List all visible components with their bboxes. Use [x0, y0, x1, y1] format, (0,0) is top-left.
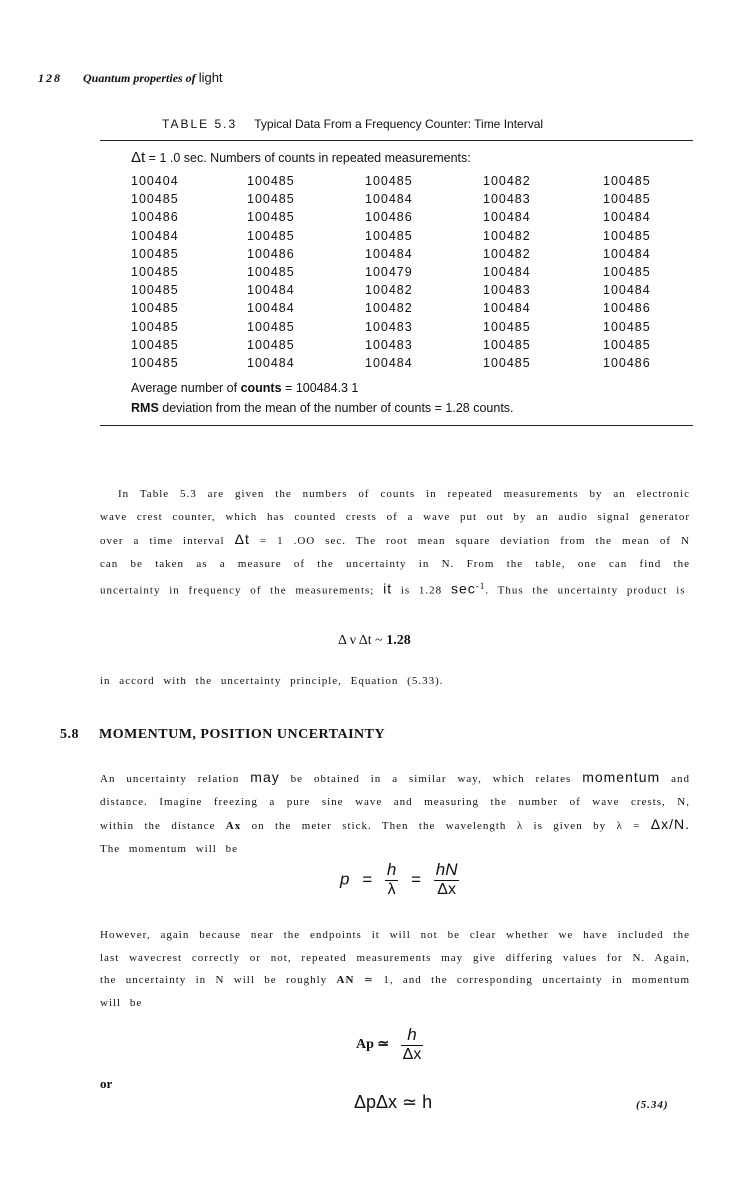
- para1-text-c: is 1.28: [400, 584, 443, 597]
- table-cell: 100479: [365, 265, 413, 280]
- section-number: 5.8: [60, 727, 79, 742]
- table-cell: 100485: [131, 319, 179, 334]
- eq2-numerator-1: h: [386, 860, 397, 879]
- table-row: [131, 208, 663, 226]
- table-cell: 100484: [483, 265, 531, 280]
- para1-text-a: In Table 5.3 are given the numbers of counts in repeated measurements by an electronic wave crest counter, which has counted crests of a wave put out by an audio signal generator over a time interval: [100, 488, 690, 547]
- table-cell: 100404: [131, 174, 179, 189]
- table-caption: [162, 117, 543, 131]
- para3-ax: Ax: [225, 820, 242, 832]
- table-cell: 100486: [365, 210, 413, 225]
- table-cell: 100484: [247, 301, 295, 316]
- table-cell: 100485: [483, 355, 531, 370]
- para4-approx: ≃: [363, 974, 374, 986]
- table-number: TABLE 5.3: [162, 117, 238, 131]
- para1-text-d: . Thus the uncertainty product is: [485, 584, 686, 597]
- table-row: [131, 172, 663, 190]
- eq2-denominator-2: Δx: [437, 881, 456, 898]
- para3-text-b: be obtained in a similar way, which relates: [290, 773, 572, 785]
- table-cell: 100483: [365, 319, 413, 334]
- table-cell: 100484: [483, 210, 531, 225]
- table-cell: 100482: [365, 301, 413, 316]
- equation-frequency-uncertainty: [338, 633, 411, 649]
- para3-may: may: [250, 769, 280, 785]
- table-top-rule: [100, 140, 693, 141]
- running-head: [38, 70, 223, 86]
- para3-momentum: momentum: [582, 769, 661, 785]
- table-row: [131, 299, 663, 317]
- eq2-equals-1: =: [362, 869, 373, 889]
- table-title: Typical Data From a Frequency Counter: Time Interval: [254, 117, 544, 131]
- eq3-denominator: Δx: [402, 1046, 422, 1063]
- table-cell: 100483: [483, 192, 531, 207]
- table-cell: 100484: [131, 228, 179, 243]
- table-header: [131, 149, 471, 166]
- table-cell: 100485: [131, 337, 179, 352]
- para3-formula: Δx/N.: [650, 816, 691, 832]
- table-cell: 100483: [365, 337, 413, 352]
- table-row: [131, 245, 663, 263]
- eq2-equals-2: =: [411, 869, 422, 889]
- equation-number: (5.34): [636, 1099, 669, 1111]
- table-cell: 100484: [247, 355, 295, 370]
- table-cell: 100482: [483, 246, 531, 261]
- table-row: [131, 227, 663, 245]
- para4-text-a: However, again because near the endpoints it will not be clear whether we have included the last wavecrest correctly or not, repeated measurements may give differing values for N. Again, the uncertainty in N will be roughly: [100, 929, 690, 986]
- para1-sup: -1: [475, 581, 486, 591]
- equation-momentum: [340, 860, 459, 899]
- para1-text-b: = 1 .OO sec. The root mean square deviation from the mean of N can be taken as a measure of the uncertainty in N. From the table, one can find the uncertainty in frequency of the measurements;: [100, 535, 690, 597]
- table-row: [131, 190, 663, 208]
- paragraph-momentum-relation: [100, 766, 690, 860]
- table-cell: 100485: [365, 228, 413, 243]
- table-row: [131, 263, 663, 281]
- table-row: [131, 281, 663, 299]
- table-cell: 100484: [603, 210, 651, 225]
- table-cell: 100484: [365, 355, 413, 370]
- table-row: [131, 354, 663, 372]
- eq3-numerator: h: [401, 1025, 424, 1046]
- equation-position-momentum: ΔpΔx ≃ h: [354, 1092, 433, 1112]
- or-connector: or: [100, 1076, 113, 1091]
- table-cell: 100485: [247, 337, 295, 352]
- table-cell: 100484: [603, 246, 651, 261]
- table-cell: 100484: [365, 246, 413, 261]
- rms-text: deviation from the mean of the number of counts = 1.28 counts.: [162, 401, 514, 415]
- average-line: [131, 381, 358, 395]
- table-cell: 100484: [365, 192, 413, 207]
- para4-text-b: 1, and the corresponding uncertainty in momentum will be: [100, 974, 691, 1009]
- equation-momentum-uncertainty: [356, 1025, 423, 1064]
- table-cell: 100485: [603, 228, 651, 243]
- para3-text-c: and distance. Imagine freezing a pure sine wave and measuring the number of wave crests, N, within the distance: [100, 773, 691, 832]
- eq2-numerator-2: hN: [435, 860, 458, 879]
- table-cell: 100486: [247, 246, 295, 261]
- average-value: = 100484.3 1: [285, 381, 359, 395]
- average-label: Average number of: [131, 381, 238, 395]
- table-cell: 100484: [603, 283, 651, 298]
- para3-text-a: An uncertainty relation: [100, 773, 240, 785]
- running-title: Quantum properties of: [83, 71, 196, 85]
- table-row: [131, 336, 663, 354]
- paragraph-endpoint-uncertainty: [100, 924, 690, 1014]
- table-cell: 100485: [247, 228, 295, 243]
- table-cell: 100483: [483, 283, 531, 298]
- rms-label: RMS: [131, 401, 159, 415]
- table-cell: 100485: [131, 246, 179, 261]
- table-cell: 100485: [483, 319, 531, 334]
- para1-delta-t: Δt: [234, 531, 250, 547]
- table-cell: 100486: [603, 301, 651, 316]
- table-cell: 100485: [603, 265, 651, 280]
- para1-sec: sec: [450, 580, 476, 597]
- eq3-lhs: Ap ≃: [356, 1037, 390, 1052]
- para3-text-e: The momentum will be: [100, 842, 238, 855]
- section-heading: [60, 727, 385, 743]
- table-bottom-rule: [100, 425, 693, 426]
- table-cell: 100485: [603, 337, 651, 352]
- para4-an: AN: [336, 974, 355, 986]
- table-cell: 100484: [247, 283, 295, 298]
- paragraph-table-description: [100, 483, 690, 602]
- table-cell: 100485: [131, 192, 179, 207]
- eq1-value: 1.28: [386, 633, 411, 648]
- table-cell: 100485: [247, 319, 295, 334]
- table-cell: 100485: [131, 265, 179, 280]
- eq2-fraction-1: [385, 860, 398, 899]
- eq2-denominator-1: λ: [387, 881, 396, 898]
- eq3-fraction: [401, 1025, 424, 1064]
- table-cell: 100485: [131, 355, 179, 370]
- table-cell: 100485: [131, 301, 179, 316]
- table-cell: 100485: [365, 174, 413, 189]
- page-number: 128: [38, 71, 62, 85]
- eq2-fraction-2: [434, 860, 460, 899]
- counts-table: [131, 172, 663, 372]
- eq2-lhs: p: [340, 869, 350, 889]
- delta-t-symbol: Δt: [131, 149, 146, 166]
- table-row: [131, 318, 663, 336]
- para3-text-d: on the meter stick. Then the wavelength λ is given by λ =: [251, 820, 641, 832]
- paragraph-uncertainty-principle: in accord with the uncertainty principle, Equation (5.33).: [100, 675, 444, 687]
- eq1-lhs: Δ ν Δt ~: [338, 633, 383, 648]
- average-label-bold: counts: [240, 381, 282, 395]
- para1-it: it: [383, 580, 393, 597]
- rms-line: [131, 401, 514, 415]
- table-cell: 100482: [365, 283, 413, 298]
- table-cell: 100485: [247, 265, 295, 280]
- table-cell: 100485: [131, 283, 179, 298]
- table-cell: 100485: [603, 319, 651, 334]
- table-cell: 100485: [247, 210, 295, 225]
- running-title-end: light: [198, 70, 223, 85]
- table-cell: 100486: [603, 355, 651, 370]
- table-cell: 100482: [483, 174, 531, 189]
- table-cell: 100485: [247, 174, 295, 189]
- table-cell: 100485: [603, 192, 651, 207]
- table-header-text: = 1 .0 sec. Numbers of counts in repeated measurements:: [148, 151, 471, 165]
- table-cell: 100486: [131, 210, 179, 225]
- table-cell: 100482: [483, 228, 531, 243]
- table-cell: 100485: [483, 337, 531, 352]
- table-cell: 100484: [483, 301, 531, 316]
- section-title: MOMENTUM, POSITION UNCERTAINTY: [99, 727, 386, 742]
- table-cell: 100485: [603, 174, 651, 189]
- table-cell: 100485: [247, 192, 295, 207]
